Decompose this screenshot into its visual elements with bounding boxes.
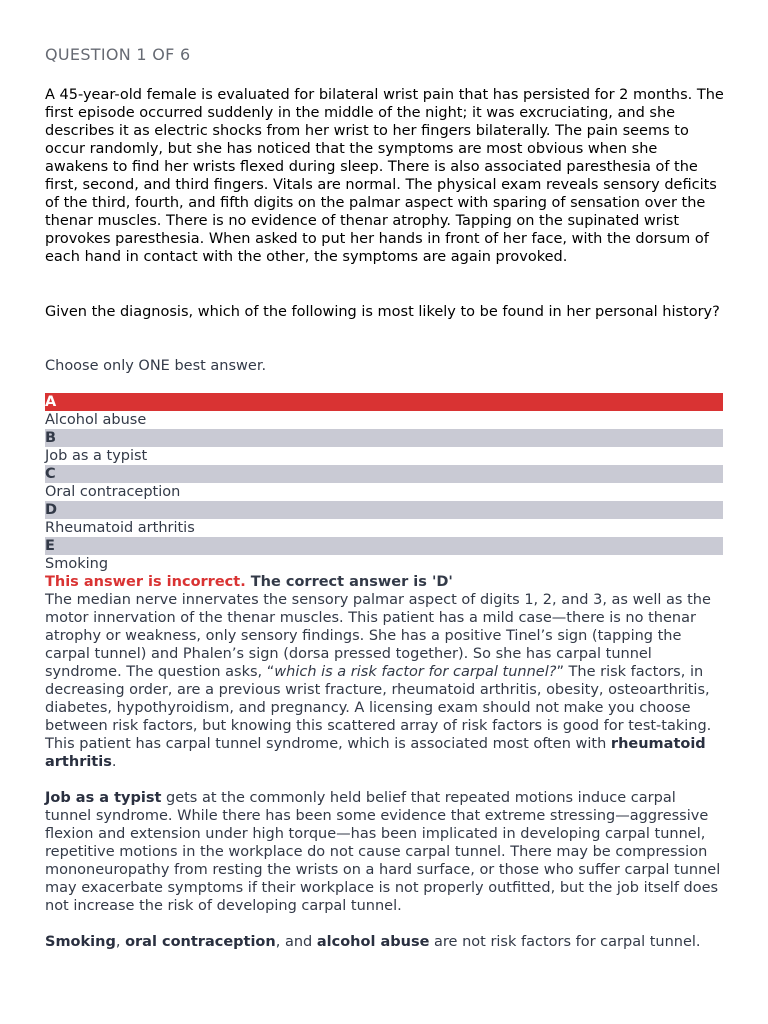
option-text-e[interactable]: Smoking [45, 556, 109, 572]
explanation-text: , and [275, 934, 317, 950]
answer-explanation [45, 591, 725, 969]
explanation-highlight: oral contraception [125, 934, 276, 950]
option-text-d[interactable]: Rheumatoid arthritis [45, 520, 195, 536]
explanation-highlight: alcohol abuse [316, 934, 430, 950]
option-letter-c[interactable]: C [45, 465, 723, 483]
answer-option-d[interactable] [45, 501, 723, 537]
explanation-question-quote: which is a risk factor for carpal tunnel? [274, 664, 557, 680]
explanation-text: are not risk factors for carpal tunnel. [429, 934, 701, 950]
explanation-text: gets at the commonly held belief that repeated motions induce carpal tunnel syndrome. While there has been some evidence that extreme stressing—aggressive flexion and extension under high torque—has been implicated in developing carpal tunnel, repetitive motions in the workplace do not cause carpal tunnel. There may be compression mononeuropathy from resting the wrists on a hard surface, or those who suffer carpal tunnel may exacerbate symptoms if their workplace is not properly outfitted, but the job itself does not increase the risk of developing carpal tunnel. [45, 790, 721, 914]
explanation-paragraph-2 [45, 789, 725, 915]
option-text-c[interactable]: Oral contraception [45, 484, 181, 500]
answer-option-e[interactable] [45, 537, 723, 573]
option-letter-a-selected[interactable]: A [45, 393, 723, 411]
answer-option-a[interactable] [45, 393, 723, 429]
answer-option-c[interactable] [45, 465, 723, 501]
option-text-b[interactable]: Job as a typist [45, 448, 148, 464]
explanation-text: , [115, 934, 126, 950]
explanation-highlight: rheumatoid arthritis [45, 736, 706, 770]
explanation-highlight: Smoking [45, 934, 116, 950]
question-stem: A 45-year-old female is evaluated for bilateral wrist pain that has persisted for 2 months. The first episode occurred suddenly in the middle of the night; it was excruciating, and she describes it as electric shocks from her wrist to her fingers bilaterally. The pain seems to occur randomly, but she has noticed that the symptoms are most obvious when she awakens to find her wrists flexed during sleep. There is also associated paresthesia of the first, second, and third fingers. Vitals are normal. The physical exam reveals sensory deficits of the third, fourth, and fifth digits on the palmar aspect with sparing of sensation over the thenar muscles. There is no evidence of thenar atrophy. Tapping on the supinated wrist provokes paresthesia. When asked to put her hands in front of her face, with the dorsum of each hand in contact with the other, the symptoms are again provoked. [45, 87, 724, 265]
answer-instruction: Choose only ONE best answer. [45, 358, 267, 374]
option-letter-e[interactable]: E [45, 537, 723, 555]
answer-feedback [45, 573, 725, 591]
question-counter: QUESTION 1 OF 6 [45, 45, 191, 64]
explanation-highlight: Job as a typist [45, 790, 162, 806]
explanation-text: . [111, 754, 117, 770]
answer-option-b[interactable] [45, 429, 723, 465]
explanation-paragraph-1 [45, 591, 725, 771]
answer-options [45, 393, 723, 573]
option-letter-d[interactable]: D [45, 501, 723, 519]
option-letter-b[interactable]: B [45, 429, 723, 447]
explanation-paragraph-3 [45, 933, 725, 951]
question-prompt: Given the diagnosis, which of the following is most likely to be found in her personal history? [45, 304, 720, 320]
correct-answer-label: The correct answer is 'D' [250, 574, 453, 590]
explanation-text: ” The risk factors, in decreasing order, are a previous wrist fracture, rheumatoid arthritis, obesity, osteoarthritis, diabetes, hypothyroidism, and pregnancy. A licensing exam should not make you choose between risk factors, but knowing this scattered array of risk factors is good for test-taking. This patient has carpal tunnel syndrome, which is associated most often with [45, 664, 712, 752]
incorrect-label: This answer is incorrect. [45, 574, 246, 590]
option-text-a[interactable]: Alcohol abuse [45, 412, 147, 428]
explanation-text: The median nerve innervates the sensory palmar aspect of digits 1, 2, and 3, as well as the motor innervation of the thenar muscles. This patient has a mild case—there is no thenar atrophy or weakness, only sensory findings. She has a positive Tinel’s sign (tapping the carpal tunnel) and Phalen’s sign (dorsa pressed together). So she has carpal tunnel syndrome. The question asks, “ [45, 592, 711, 680]
